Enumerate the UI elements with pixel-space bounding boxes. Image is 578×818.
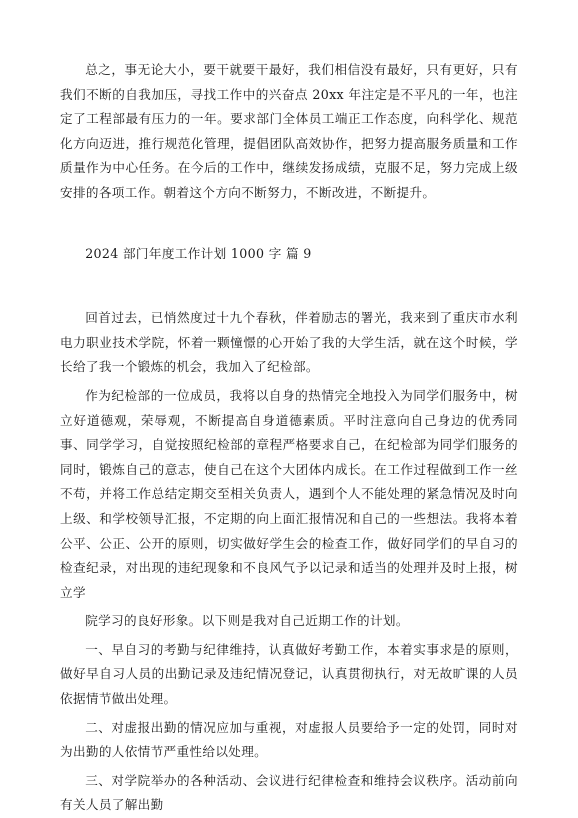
- section-title: 2024 部门年度工作计划 1000 字 篇 9: [85, 245, 312, 261]
- paragraph-member-role: 作为纪检部的一位成员，我将以自身的热情完全地投入为同学们服务中，树立好道德观，荣辱观，不断提高自身道德素质。平时注意向自己身边的优秀同事、同学学习，自觉按照纪检部的章程严格要求自己，在纪检部为同学们服务的同时，锻炼自己的意志，使自己在这个大团体内成长。在工作过程做到工作一丝不苟，并将工作总结定期交至相关负责人，遇到个人不能处理的紧急情况及时向上级、和学校领导汇报，不定期的向上面汇报情况和自己的一些想法。我将本着公平、公正、公开的原则，切实做好学生会的检查工作，做好同学们的早自习的检查纪录，对出现的违纪现象和不良风气予以记录和适当的处理并及时上报，树立学: [60, 387, 518, 600]
- paragraph-plan-lead: 院学习的良好形象。以下则是我对自己近期工作的计划。: [85, 613, 409, 629]
- paragraph-item-3: 三、对学院举办的各种活动、会议进行纪律检查和维持会议秩序。活动前向有关人员了解出勤: [60, 772, 518, 813]
- paragraph-item-1: 一、早自习的考勤与纪律维持，认真做好考勤工作，本着实事求是的原则，做好早自习人员的出勤记录及违纪情况登记，认真贯彻执行，对无故旷课的人员依据情节做出处理。: [60, 641, 518, 707]
- paragraph-intro: 回首过去，已悄然度过十九个春秋，伴着励志的署光，我来到了重庆市水利电力职业技术学院，怀着一颗憧憬的心开始了我的大学生活，就在这个时候，学长给了我一个锻炼的机会，我加入了纪检部。: [60, 310, 518, 375]
- document-body: [60, 58, 518, 818]
- paragraph-conclusion: 总之，事无论大小，要干就要干最好，我们相信没有最好，只有更好，只有我们不断的自我加压，寻找工作中的兴奋点 20xx 年注定是不平凡的一年，也注定了工程部最有压力的一年。要求部门全体员工端正工作态度，向科学化、规范化方向迈进，推行规范化管理，提倡团队高效协作，把努力提高服务质量和工作质量作为中心任务。在今后的工作中，继续发扬成绩，克服不足，努力完成上级安排的各项工作。朝着这个方向不断努力，不断改进，不断提升。: [60, 62, 518, 200]
- paragraph-item-2: 二、对虚报出勤的情况应加与重视，对虚报人员要给予一定的处罚，同时对为出勤的人依情节严重性给以处理。: [60, 719, 518, 760]
